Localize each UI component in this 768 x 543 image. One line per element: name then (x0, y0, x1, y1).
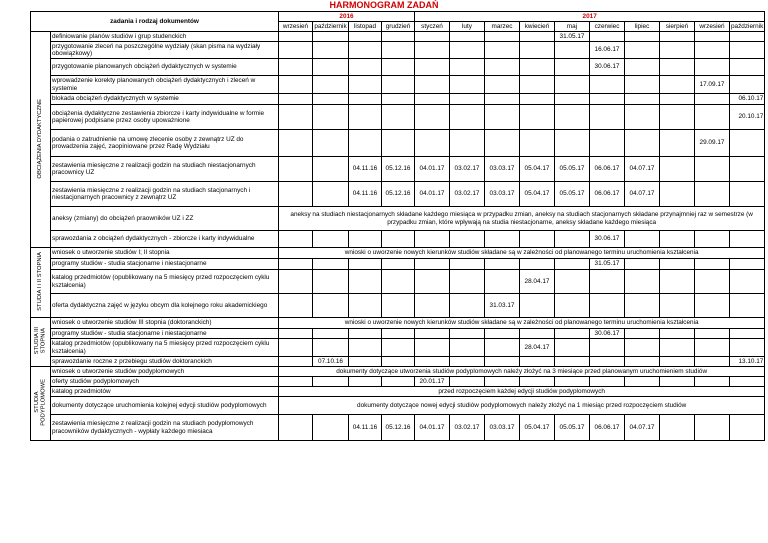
note-text: dokumenty dotyczące nowej edycji studiów podyplomowych należy złożyć na 1 miesiąc przed rozpoczęciem studiów (279, 397, 765, 415)
document-name: programy studiów - studia stacjonarne i niestacjonarne (51, 329, 279, 339)
table-row (31, 415, 765, 441)
month-header: styczeń (415, 22, 450, 32)
monthly-date: 04.07.17 (625, 157, 660, 182)
month-header: maj (555, 22, 590, 32)
document-name: katalog przedmiotów (opublikowany na 5 miesięcy przed rozpoczęciem cyklu kształcenia) (51, 270, 279, 294)
document-name: przygotowanie zleceń na poszczególne wydziały (skan pisma na wydziały obowiązkowy) (51, 42, 279, 59)
monthly-date: 03.02.17 (450, 182, 485, 207)
deadline-date: 28.04.17 (520, 270, 555, 294)
section-label-studies-3: STUDIA III STOPNIA (31, 318, 51, 367)
month-header: czerwiec (590, 22, 625, 32)
deadline-date: 30.06.17 (590, 231, 625, 248)
month-header: październik (314, 22, 347, 30)
monthly-date: 06.06.17 (590, 415, 625, 441)
document-name: podania o zatrudnienie na umowę zlecenie osoby z zewnątrz UZ do prowadzenia zajęć, zaopiniowane przez Radę Wydziału (51, 130, 279, 157)
document-name: dokumenty dotyczące uruchomienia kolejnej edycji studiów podyplomowych (51, 397, 279, 415)
document-name: oferty studiów podyplomowych (51, 377, 279, 387)
table-row (31, 207, 765, 231)
monthly-date: 05.04.17 (520, 157, 555, 182)
header-year-2016: 2016 (279, 12, 415, 22)
deadline-date: 20.01.17 (415, 377, 450, 387)
deadline-date: 31.05.17 (590, 259, 625, 270)
monthly-date: 03.03.17 (485, 182, 520, 207)
section-label-studies-1-2: STUDIA I i II STOPNIA (31, 248, 51, 318)
deadline-date: 16.06.17 (590, 42, 625, 59)
monthly-date: 03.03.17 (485, 157, 520, 182)
monthly-date: 04.07.17 (625, 182, 660, 207)
table-row (31, 377, 765, 387)
deadline-date: 20.10.17 (730, 105, 765, 130)
note-text: wnioski o uworzenie nowych kierunków studiów składane są w zależności od planowanego terminu uruchomienia kształcenia (279, 318, 765, 329)
document-name: programy studiów - studia stacjonarne i niestacjonarne (51, 259, 279, 270)
note-text: przed rozpoczęciem każdej edycji studiów podyplomowych (279, 387, 765, 397)
month-header: grudzień (382, 22, 415, 32)
month-header: luty (450, 22, 485, 32)
document-name: wprowadzenie korekty planowanych obciążeń dydaktycznych i zleceń w systemie (51, 76, 279, 94)
table-row (31, 182, 765, 207)
deadline-date: 30.06.17 (590, 329, 625, 339)
month-header: wrzesień (279, 22, 313, 32)
table-row (31, 248, 765, 259)
document-name: zestawienia miesięczne z realizacji godzin na studiach stacjonarnych i niestacjonarnych pracownicy z zewnątrz UZ (51, 182, 279, 207)
month-header: październik (731, 22, 764, 30)
deadline-date: 29.09.17 (695, 130, 730, 157)
table-row (31, 318, 765, 329)
month-header: listopad (349, 22, 382, 32)
page-title: HARMONOGRAM ZADAŃ (329, 0, 439, 10)
deadline-date: 31.03.17 (485, 294, 520, 318)
note-text: aneksy na studiach niestacjonarnych składane każdego miesiąca w przypadku zmian, aneksy na studiach stacjonarnych składane przynajmniej raz w semestrze (w przypadku zmian, które wpływają na studia niestacjonarne, aneksy składane każdego miesiąca (279, 207, 765, 231)
table-row (31, 59, 765, 76)
table-row (31, 42, 765, 59)
deadline-date: 30.06.17 (590, 59, 625, 76)
monthly-date: 05.12.16 (382, 182, 415, 207)
monthly-date: 05.12.16 (382, 157, 415, 182)
table-row (31, 357, 765, 367)
document-name: obciążenia dydaktyczne zestawienia zbiorcze i karty indywidualne w formie papierowej podpisane przez osoby upoważnione (51, 105, 279, 130)
monthly-date: 04.11.16 (349, 415, 382, 441)
document-name: zestawienia miesięczne z realizacji godzin na studiach podyplomowych pracowników dydaktycznych - wypłaty każdego miesiaca (51, 415, 279, 441)
monthly-date: 04.11.16 (349, 182, 382, 207)
monthly-date: 03.03.17 (485, 415, 520, 441)
table-row (31, 259, 765, 270)
table-row (31, 157, 765, 182)
monthly-date: 06.06.17 (590, 157, 625, 182)
table-row (31, 76, 765, 94)
table-row (31, 387, 765, 397)
document-name: katalog przedmiotów (51, 387, 279, 397)
table-row (31, 130, 765, 157)
document-name: katalog przedmiotów (opublikowany na 5 miesięcy przed rozpoczęciem cyklu kształcenia) (51, 339, 279, 357)
monthly-date: 05.05.17 (555, 157, 590, 182)
monthly-date: 05.12.16 (382, 415, 415, 441)
schedule-table (30, 11, 765, 441)
monthly-date: 05.04.17 (520, 415, 555, 441)
table-row (31, 270, 765, 294)
deadline-date: 31.05.17 (555, 32, 590, 42)
document-name: sprawozdanie roczne z przebiegu studiów doktoranckich (51, 357, 279, 367)
deadline-date: 06.10.17 (730, 94, 765, 105)
monthly-date: 05.05.17 (555, 182, 590, 207)
monthly-date: 04.01.17 (415, 182, 450, 207)
monthly-date: 04.01.17 (415, 415, 450, 441)
table-row (31, 94, 765, 105)
document-name: oferta dydaktyczna zajęć w języku obcym dla kolejnego roku akademickiego (51, 294, 279, 318)
document-name: aneksy (zmiany) do obciążeń praowników UZ i ZZ (51, 207, 279, 231)
month-header: lipiec (625, 22, 660, 32)
header-doc-column: zadania i rodzaj dokumentów (31, 12, 279, 32)
monthly-date: 04.11.16 (349, 157, 382, 182)
month-header: marzec (485, 22, 520, 32)
document-name: sprawozdania z obciążeń dydaktycznych - zbiorcze i karty indywidualne (51, 231, 279, 248)
monthly-date: 04.01.17 (415, 157, 450, 182)
document-name: blokada obciążeń dydaktycznych w systemie (51, 94, 279, 105)
deadline-date: 07.10.16 (313, 357, 349, 367)
header-year-2017: 2017 (415, 12, 765, 22)
monthly-date: 04.07.17 (625, 415, 660, 441)
table-row (31, 231, 765, 248)
monthly-date: 06.06.17 (590, 182, 625, 207)
table-row (31, 397, 765, 415)
deadline-date: 28.04.17 (520, 339, 555, 357)
deadline-date: 13.10.17 (730, 357, 765, 367)
table-row (31, 32, 765, 42)
document-name: definiowanie planów studiów i grup studenckich (51, 32, 279, 42)
table-row (31, 105, 765, 130)
document-name: wniosek o utworzenie studiów III stopnia (doktoranckich) (51, 318, 279, 329)
table-row (31, 339, 765, 357)
month-header: kwiecień (520, 22, 555, 32)
monthly-date: 03.02.17 (450, 415, 485, 441)
monthly-date: 05.04.17 (520, 182, 555, 207)
monthly-date: 05.05.17 (555, 415, 590, 441)
document-name: przygotowanie planowanych obciążeń dydaktycznych w systemie (51, 59, 279, 76)
table-row (31, 367, 765, 377)
section-label-teaching-load: OBCIĄŻENIA DYDAKTYCZNE (31, 32, 51, 248)
note-text: wnioski o uworzenie nowych kierunków studiów składane są w zależności od planowanego terminu uruchomienia kształcenia (279, 248, 765, 259)
deadline-date: 17.09.17 (695, 76, 730, 94)
monthly-date: 03.02.17 (450, 157, 485, 182)
document-name: wniosek o utworzenie studiów I; II stopnia (51, 248, 279, 259)
table-row (31, 329, 765, 339)
month-header: wrzesień (695, 22, 730, 32)
month-header: sierpień (660, 22, 695, 32)
table-row (31, 294, 765, 318)
document-name: zestawienia miesięczne z realizacji godzin na studiach niestacjonarnych pracownicy UZ (51, 157, 279, 182)
note-text: dokumenty dotyczące utworzenia studiów podyplomowych należy złożyć na 3 miesiące przed planowanym uruchomieniem studiów (279, 367, 765, 377)
document-name: wniosek o utworzenie studiów podyplomowych (51, 367, 279, 377)
section-label-postgraduate: STUDIA PODYPLOMOWE (31, 367, 51, 441)
